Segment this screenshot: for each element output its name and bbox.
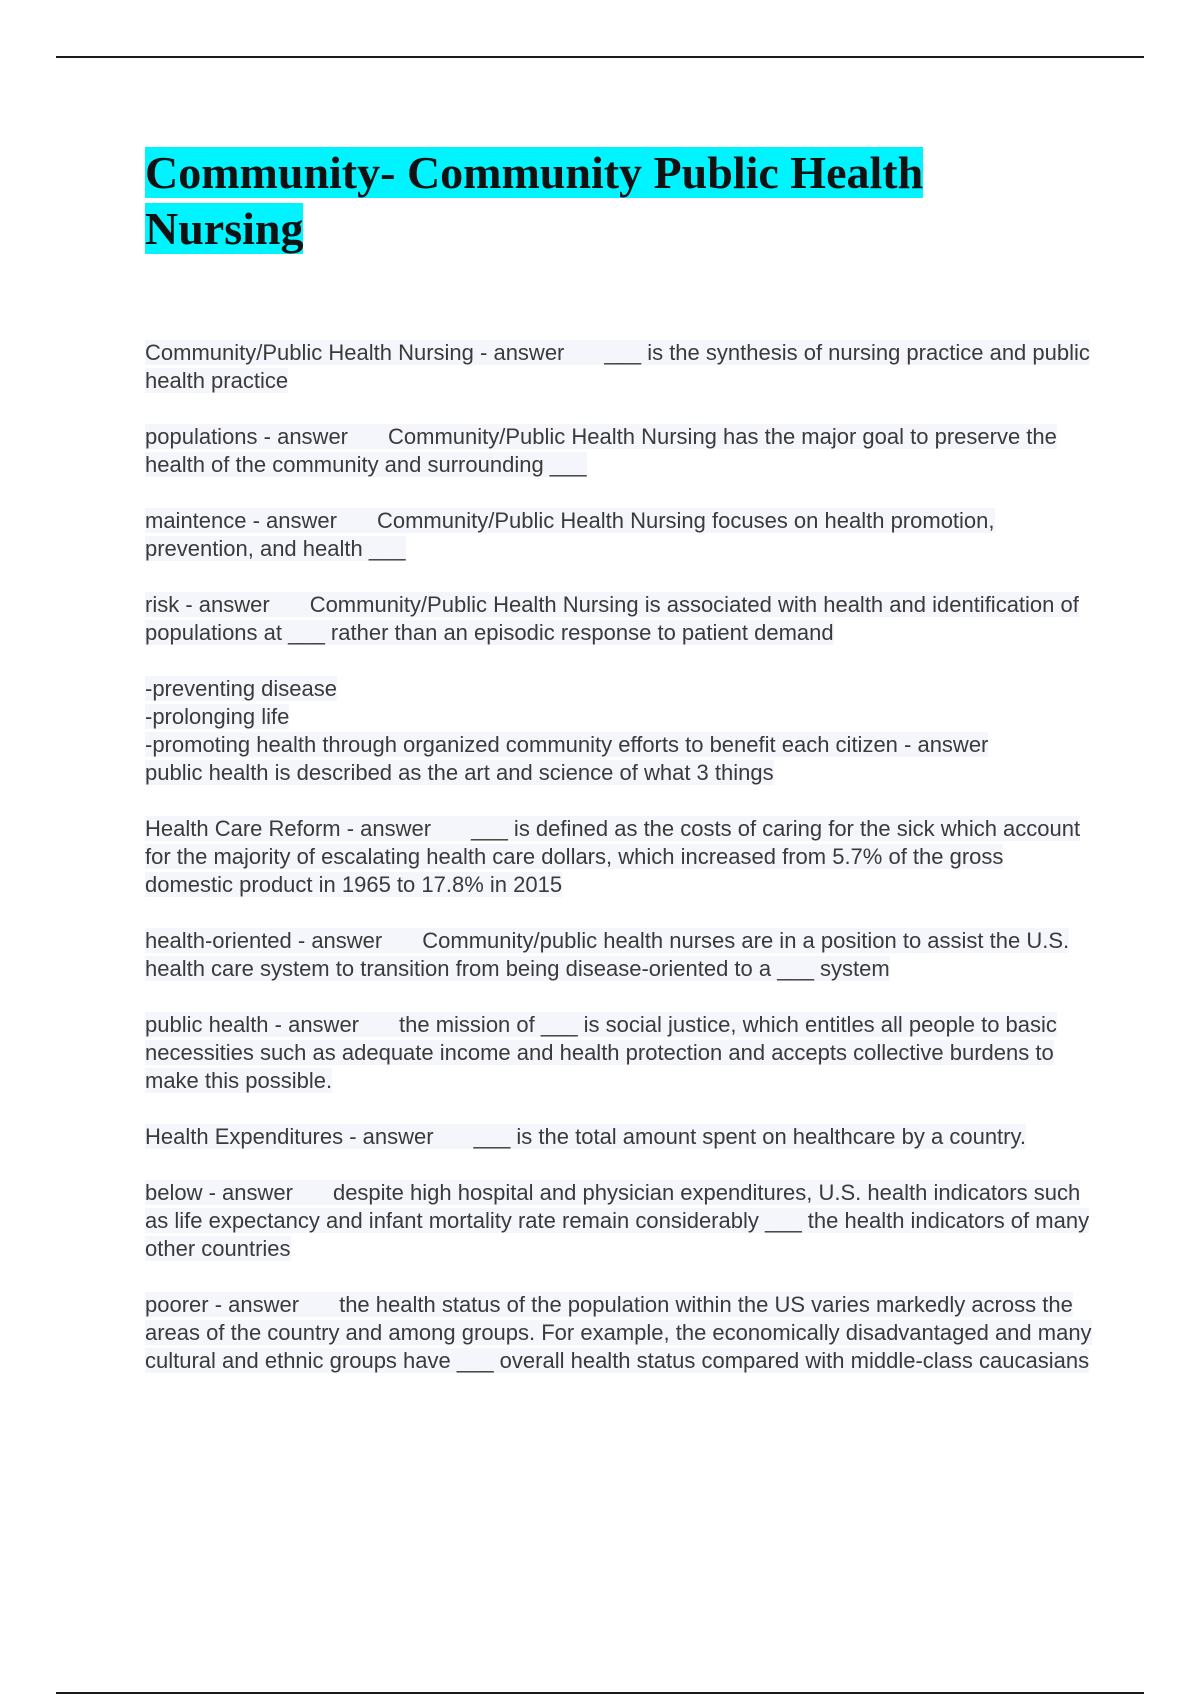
flashcard-7 (145, 927, 1095, 983)
document-body (145, 145, 1095, 1403)
top-rule (56, 56, 1144, 58)
flashcard-6 (145, 815, 1095, 899)
flashcard-11 (145, 1291, 1095, 1375)
flashcard-5 (145, 675, 1095, 787)
flashcard-8 (145, 1011, 1095, 1095)
flashcard-term: health-oriented - answer (145, 928, 383, 953)
flashcard-definition: the mission of ___ is social justice, which entitles all people to basic necessities such as adequate income and health protection and accepts collective burdens to make this possible. (145, 1012, 1057, 1093)
flashcard-term: poorer - answer (145, 1292, 300, 1317)
flashcard-term: populations - answer (145, 424, 349, 449)
flashcard-term-line: -prolonging life (145, 704, 290, 729)
flashcard-definition: despite high hospital and physician expenditures, U.S. health indicators such as life expectancy and infant mortality rate remain considerably ___ the health indicators of many other countries (145, 1180, 1090, 1261)
flashcard-4 (145, 591, 1095, 647)
flashcard-definition: Community/Public Health Nursing focuses on health promotion, prevention, and health ___ (145, 508, 995, 561)
flashcard-3 (145, 507, 1095, 563)
flashcard-10 (145, 1179, 1095, 1263)
flashcard-definition: ___ is the synthesis of nursing practice and public health practice (145, 340, 1090, 393)
flashcard-definition: Community/public health nurses are in a position to assist the U.S. health care system to transition from being disease-oriented to a ___ system (145, 928, 1070, 981)
document-title (145, 145, 1005, 257)
flashcard-9 (145, 1123, 1095, 1151)
flashcard-term: public health - answer (145, 1012, 360, 1037)
flashcard-definition: Community/Public Health Nursing is associated with health and identification of populations at ___ rather than an episodic response to patient demand (145, 592, 1079, 645)
flashcard-definition: the health status of the population within the US varies markedly across the areas of the country and among groups. For example, the economically disadvantaged and many cultural and ethnic groups have ___ overall health status compared with middle-class caucasians (145, 1292, 1092, 1373)
flashcard-term: Community/Public Health Nursing - answer (145, 340, 565, 365)
flashcard-list (145, 339, 1095, 1375)
flashcard-definition: Community/Public Health Nursing has the major goal to preserve the health of the community and surrounding ___ (145, 424, 1057, 477)
flashcard-1 (145, 339, 1095, 395)
flashcard-term: below - answer (145, 1180, 293, 1205)
flashcard-term-line: -promoting health through organized community efforts to benefit each citizen - answer (145, 732, 989, 757)
flashcard-term: risk - answer (145, 592, 270, 617)
flashcard-term: maintence - answer (145, 508, 337, 533)
flashcard-term: Health Expenditures - answer (145, 1124, 434, 1149)
bottom-rule (56, 1692, 1144, 1694)
flashcard-definition: ___ is defined as the costs of caring for the sick which account for the majority of escalating health care dollars, which increased from 5.7% of the gross domestic product in 1965 to 17.8% in 2015 (145, 816, 1081, 897)
flashcard-2 (145, 423, 1095, 479)
document-title-text: Community- Community Public Health Nursing (145, 147, 924, 254)
flashcard-term: Health Care Reform - answer (145, 816, 432, 841)
flashcard-definition: public health is described as the art and science of what 3 things (145, 760, 774, 785)
flashcard-term-line: -preventing disease (145, 676, 338, 701)
flashcard-definition: ___ is the total amount spent on healthcare by a country. (473, 1124, 1026, 1149)
